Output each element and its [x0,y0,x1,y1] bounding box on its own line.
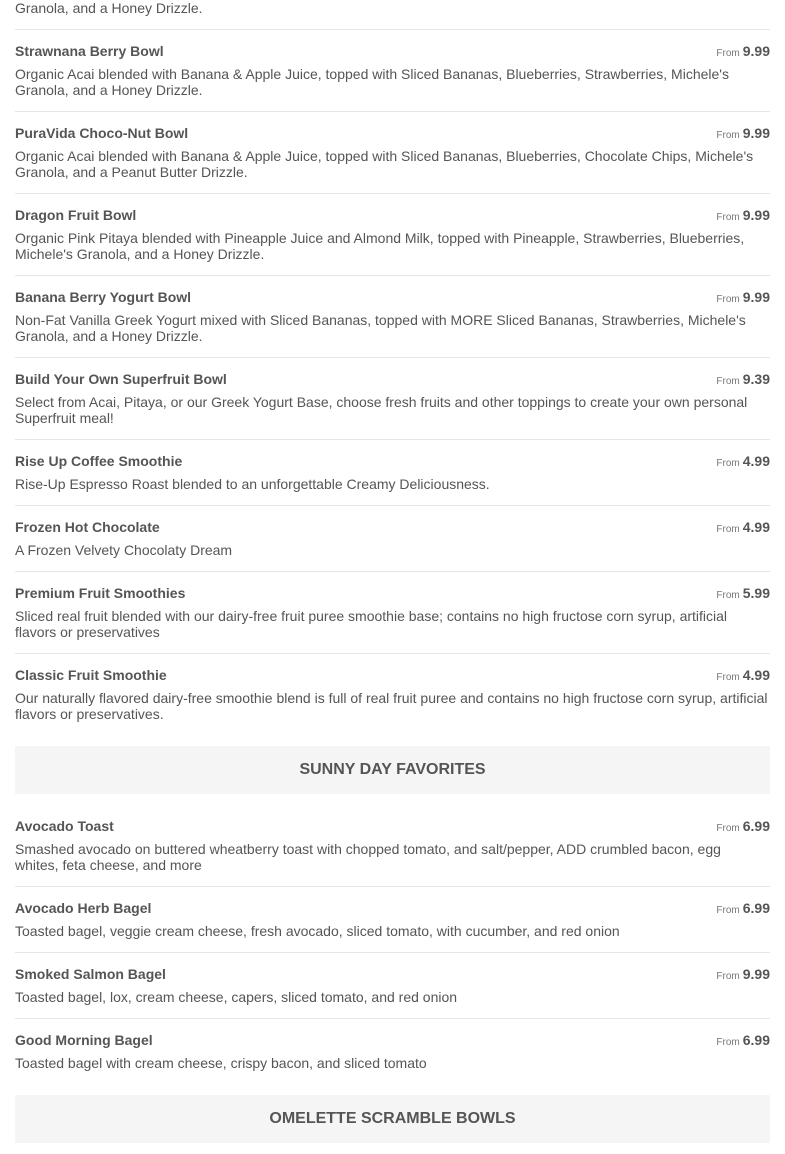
menu-item[interactable] [15,276,770,358]
item-price: 4.99 [742,519,770,535]
menu-items-group [15,30,770,735]
item-price-wrap [716,900,770,918]
item-name: Smoked Salmon Bagel [15,966,166,982]
from-label: From [716,294,740,305]
item-header [15,667,770,687]
item-price-wrap [716,43,770,61]
item-price-wrap [716,966,770,984]
item-price: 9.99 [742,125,770,141]
menu-item[interactable] [15,112,770,194]
from-label: From [716,905,740,916]
item-header [15,818,770,838]
item-header [15,585,770,605]
item-price: 9.39 [742,371,770,387]
item-description: Toasted bagel, lox, cream cheese, capers, sliced tomato, and red onion [15,989,458,1005]
menu-item[interactable] [15,440,770,506]
menu-item[interactable] [15,194,770,276]
item-description: Rise-Up Espresso Roast blended to an unforgettable Creamy Deliciousness. [15,476,490,492]
from-label: From [716,672,740,683]
item-price: 5.99 [742,585,770,601]
menu-item[interactable] [15,358,770,440]
item-name: Good Morning Bagel [15,1032,153,1048]
item-header [15,371,770,391]
item-price-wrap [716,453,770,471]
item-price: 9.99 [742,43,770,59]
item-description: Toasted bagel, veggie cream cheese, fresh avocado, sliced tomato, with cucumber, and red onion [15,923,620,939]
item-header [15,289,770,309]
menu-item[interactable] [15,887,770,953]
item-name: Banana Berry Yogurt Bowl [15,289,192,305]
item-price: 4.99 [742,667,770,683]
item-price-wrap [716,207,770,225]
menu-item[interactable] [15,0,770,30]
item-price-wrap [716,125,770,143]
item-name: Avocado Toast [15,818,114,834]
item-price-wrap [716,371,770,389]
from-label: From [716,130,740,141]
menu-item[interactable] [15,654,770,735]
item-description: A Frozen Velvety Chocolaty Dream [15,542,233,558]
menu-item[interactable] [15,953,770,1019]
menu-item[interactable] [15,1019,770,1084]
item-price-wrap [716,289,770,307]
item-price: 6.99 [742,900,770,916]
item-price: 6.99 [742,818,770,834]
item-name: Strawnana Berry Bowl [15,43,164,59]
from-label: From [716,48,740,59]
item-price: 6.99 [742,1032,770,1048]
item-name: Avocado Herb Bagel [15,900,152,916]
item-header [15,900,770,920]
from-label: From [716,376,740,387]
item-header [15,519,770,539]
item-price-wrap [716,585,770,603]
from-label: From [716,971,740,982]
item-header [15,1032,770,1052]
item-name: PuraVida Choco-Nut Bowl [15,125,189,141]
item-header [15,966,770,986]
item-name: Frozen Hot Chocolate [15,519,160,535]
item-price: 9.99 [742,289,770,305]
from-label: From [716,823,740,834]
section-header-omelette-scramble-bowls[interactable]: OMELETTE SCRAMBLE BOWLS [15,1095,770,1143]
item-description: Organic Acai blended with Banana & Apple Juice, topped with Sliced Bananas, Blueberries, Chocolate Chips, Michele's Granola, and a Peanut Butter Drizzle. [15,148,754,180]
item-description: Granola, and a Honey Drizzle. [15,0,203,16]
item-name: Classic Fruit Smoothie [15,667,167,683]
item-price: 4.99 [742,453,770,469]
item-header [15,125,770,145]
item-header [15,43,770,63]
item-name: Rise Up Coffee Smoothie [15,453,183,469]
item-price-wrap [716,1032,770,1050]
from-label: From [716,458,740,469]
section-header-sunny-day-favorites[interactable]: SUNNY DAY FAVORITES [15,746,770,794]
from-label: From [716,212,740,223]
item-price: 9.99 [742,966,770,982]
item-description: Our naturally flavored dairy-free smoothie blend is full of real fruit puree and contains no high fructose corn syrup, artificial flavors or preservatives. [15,690,768,722]
item-description: Smashed avocado on buttered wheatberry toast with chopped tomato, and salt/pepper, ADD crumbled bacon, egg whites, feta cheese, and more [15,841,721,873]
menu-item[interactable] [15,572,770,654]
item-description: Organic Pink Pitaya blended with Pineapple Juice and Almond Milk, topped with Pineapple, Strawberries, Blueberries, Michele's Granola, and a Honey Drizzle. [15,230,745,262]
item-name: Premium Fruit Smoothies [15,585,186,601]
item-description: Organic Acai blended with Banana & Apple Juice, topped with Sliced Bananas, Blueberries, Strawberries, Michele's Granola, and a Honey Drizzle. [15,66,729,98]
item-price-wrap [716,519,770,537]
item-price-wrap [716,667,770,685]
menu-items-group [15,805,770,1084]
item-description: Toasted bagel with cream cheese, crispy bacon, and sliced tomato [15,1055,427,1071]
item-description: Sliced real fruit blended with our dairy-free fruit puree smoothie base; contains no high fructose corn syrup, artificial flavors or preservatives [15,608,728,640]
item-name: Dragon Fruit Bowl [15,207,137,223]
from-label: From [716,1037,740,1048]
menu-item[interactable] [15,30,770,112]
item-description: Select from Acai, Pitaya, or our Greek Yogurt Base, choose fresh fruits and other toppings to create your own personal Superfruit meal! [15,394,748,426]
item-description: Non-Fat Vanilla Greek Yogurt mixed with Sliced Bananas, topped with MORE Sliced Bananas, Strawberries, Michele's Granola, and a Honey Drizzle. [15,312,746,344]
from-label: From [716,590,740,601]
item-price-wrap [716,818,770,836]
menu-list [15,0,770,1154]
item-header [15,453,770,473]
item-header [15,207,770,227]
item-name: Build Your Own Superfruit Bowl [15,371,227,387]
from-label: From [716,524,740,535]
menu-item[interactable] [15,805,770,887]
item-price: 9.99 [742,207,770,223]
menu-item[interactable] [15,506,770,572]
